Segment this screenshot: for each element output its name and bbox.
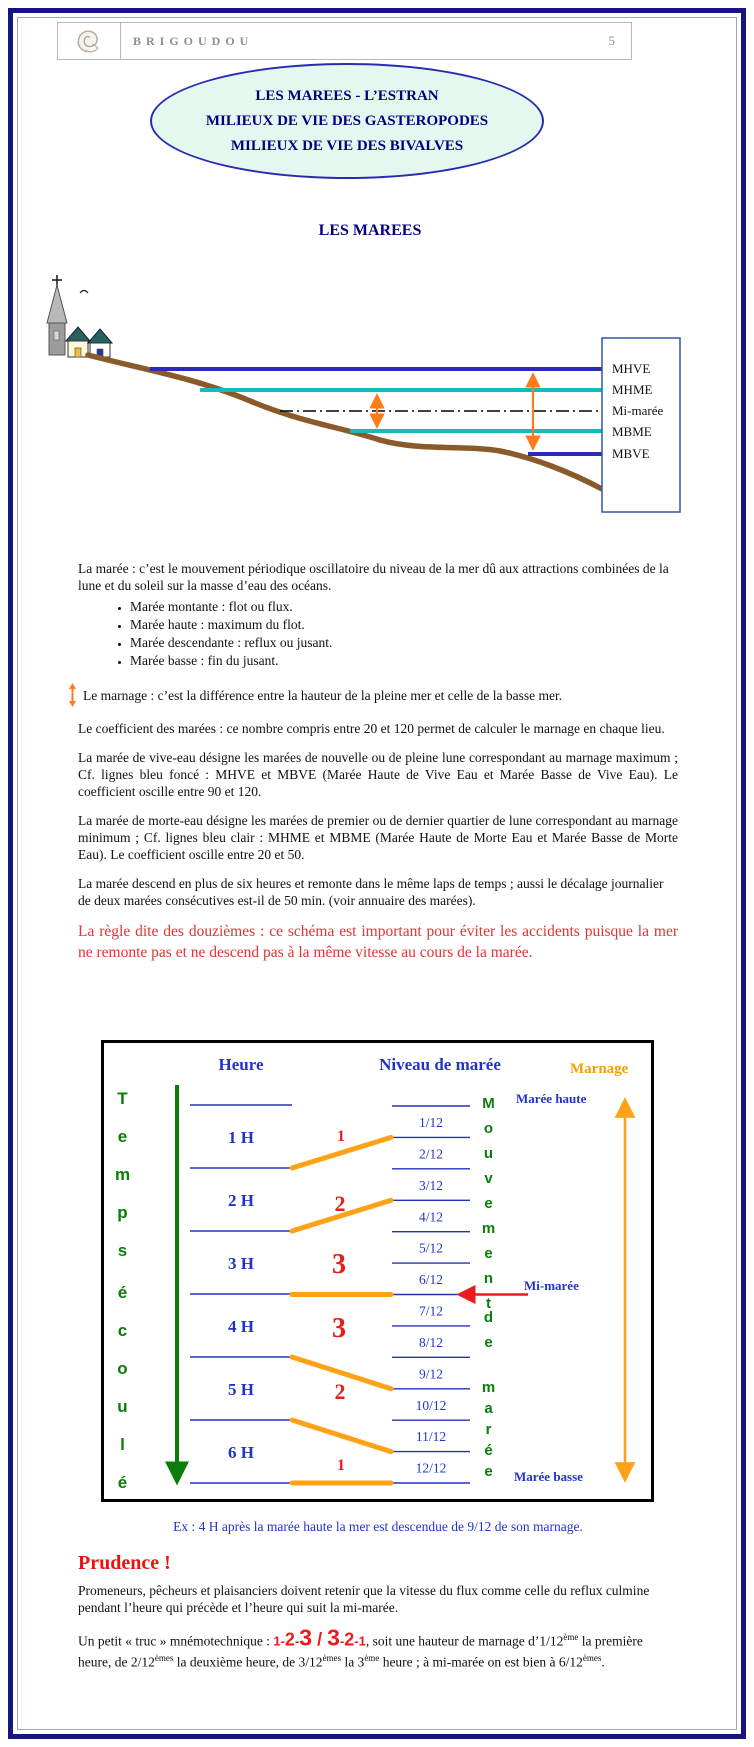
label-mi-maree: Mi-marée — [612, 403, 664, 418]
fraction-label: 2/12 — [418, 1146, 444, 1162]
title-line-1: LES MAREES - L’ESTRAN — [255, 87, 439, 104]
hour-label: 5 H — [228, 1380, 254, 1399]
hour-label: 1 H — [228, 1128, 254, 1147]
hour-lines — [190, 1105, 292, 1483]
axis-word-mouvement: Mouvement — [480, 1095, 497, 1320]
page-number: 5 — [608, 33, 615, 48]
fraction-label: 10/12 — [415, 1397, 447, 1413]
village-church-icon — [47, 275, 112, 357]
title-line-3: MILIEUX DE VIE DES BIVALVES — [230, 137, 464, 154]
paragraph-prudence: Promeneurs, pêcheurs et plaisanciers doivent retenir que la vitesse du flux comme celle du reflux culmine pendant l’heure qui précède et l’heure qui suit la mi-marée. — [78, 1583, 650, 1615]
label-mhme: MHME — [612, 382, 653, 397]
prudence-title: Prudence ! — [78, 1552, 171, 1574]
shell-icon — [74, 26, 104, 56]
shell-logo-cell — [58, 23, 121, 59]
hour-label: 2 H — [228, 1191, 254, 1210]
paragraph-morte-eau: La marée de morte-eau désigne les marées de premier ou de dernier quartier de lune correspondant au marnage minimum ; Cf. lignes bleu clair : MHME et MBME (Marée Haute de Morte Eau et Marée Basse de Morte Eau). Le coefficient oscille entre 20 et 50. — [78, 813, 678, 862]
marnage-text: Le marnage : c’est la différence entre la hauteur de la pleine mer et celle de la basse mer. — [83, 687, 563, 703]
axis-word-ecoule: écoulé — [113, 1283, 132, 1511]
column-header-marnage: Marnage — [570, 1061, 629, 1077]
fraction-label: 6/12 — [418, 1272, 444, 1288]
paragraph-vive-eau: La marée de vive-eau désigne les marées de nouvelle ou de pleine lune correspondant au marnage maximum ; Cf. lignes bleu foncé : MHVE et MBVE (Marée Haute de Vive Eau et Marée Basse de Vive Eau). Le coefficient oscille entre 90 et 120. — [78, 750, 678, 799]
twelfths-svg — [104, 1043, 651, 1499]
body-text — [78, 560, 678, 975]
fraction-label: 3/12 — [418, 1177, 444, 1193]
axis-word-de: de — [480, 1309, 497, 1359]
fraction-label: 1/12 — [418, 1115, 444, 1130]
tide-levels-diagram — [40, 255, 740, 525]
tide-phase-list — [78, 598, 678, 670]
twelfths-diagram — [101, 1040, 654, 1511]
title-oval — [150, 63, 544, 179]
mnemonic-2b: 2 — [344, 1629, 355, 1650]
mnemonic-intro: Un petit « truc » mnémotechnique : — [78, 1633, 274, 1649]
paragraph-regle-douziemes: La règle dite des douzièmes : ce schéma est important pour éviter les accidents puisque la mer ne remonte pas et ne descend pas à la même vitesse au cours de la marée. — [78, 923, 678, 961]
rate-value: 1 — [337, 1128, 345, 1145]
list-item: • Marée haute : maximum du flot. — [130, 616, 678, 634]
list-item: • Marée basse : fin du jusant. — [130, 652, 678, 670]
fraction-label: 8/12 — [418, 1334, 444, 1350]
rate-connectors — [292, 1137, 391, 1483]
fraction-label: 4/12 — [418, 1209, 444, 1225]
axis-word-maree: marée — [480, 1379, 497, 1484]
level-lines — [392, 1106, 470, 1483]
marnage-arrow-icon — [68, 682, 77, 708]
fraction-label: 5/12 — [418, 1240, 444, 1256]
fraction-label: 12/12 — [415, 1460, 447, 1476]
column-header-heure: Heure — [218, 1055, 264, 1074]
mnemonic-3b: 3 — [327, 1624, 340, 1651]
hour-label: 3 H — [228, 1254, 254, 1273]
shore-line — [88, 355, 602, 489]
mnemonic-1: 1 — [273, 1633, 281, 1649]
table-caption: Ex : 4 H après la marée haute la mer est descendue de 9/12 de son marnage. — [173, 1519, 583, 1534]
label-mbme: MBME — [612, 424, 652, 439]
axis-word-temps: Temps — [113, 1089, 132, 1279]
fraction-label: 11/12 — [415, 1429, 447, 1445]
page-header — [57, 22, 632, 60]
label-maree-haute: Marée haute — [516, 1091, 587, 1106]
paragraph-mnemonic: Un petit « truc » mnémotechnique : 1-2-3 / 3-2-1, soit une hauteur de marnage d’1/12ème la première heure, de 2/12èmes la deuxième heure, de 3/12èmes la 3ème heure ; à mi-marée on est bien à 6/12èmes. — [78, 1624, 643, 1669]
list-item: • Marée montante : flot ou flux. — [130, 598, 678, 616]
hour-label: 6 H — [228, 1443, 254, 1462]
column-header-niveau: Niveau de marée — [379, 1055, 501, 1074]
mnemonic-2: 2 — [284, 1629, 295, 1650]
rate-value: 3 — [332, 1249, 346, 1280]
label-mhve: MHVE — [612, 361, 651, 376]
bird-icon — [80, 291, 88, 294]
paragraph-coefficient: Le coefficient des marées : ce nombre compris entre 20 et 120 permet de calculer le marnage en chaque lieu. — [78, 721, 665, 736]
brand-title: BRIGOUDOU — [133, 33, 254, 48]
paragraph-marnage — [78, 682, 678, 708]
fraction-label: 7/12 — [418, 1303, 444, 1319]
title-line-2: MILIEUX DE VIE DES GASTEROPODES — [205, 112, 489, 129]
section-title: LES MAREES — [318, 222, 422, 239]
rate-value: 2 — [334, 1191, 346, 1216]
label-mbve: MBVE — [612, 446, 650, 461]
label-mi-maree: Mi-marée — [524, 1278, 579, 1293]
hour-label: 4 H — [228, 1317, 254, 1336]
paragraph-decalage: La marée descend en plus de six heures et remonte dans le même laps de temps ; aussi le décalage journalier de deux marées consécutives est-il de 50 min. (voir annuaire des marées). — [78, 876, 664, 908]
rate-value: 1 — [337, 1457, 345, 1474]
mnemonic-1b: 1 — [358, 1633, 366, 1649]
fraction-label: 9/12 — [418, 1366, 444, 1382]
footer-text — [78, 1518, 678, 1683]
mnemonic-3: 3 — [299, 1624, 313, 1651]
paragraph-maree: La marée : c’est le mouvement périodique oscillatoire du niveau de la mer dû aux attractions combinées de la lune et du soleil sur la masse d’eau des océans. — [78, 561, 669, 593]
list-item: • Marée descendante : reflux ou jusant. — [130, 634, 678, 652]
rate-value: 3 — [332, 1313, 346, 1344]
rate-value: 2 — [334, 1379, 346, 1404]
label-maree-basse: Marée basse — [514, 1469, 583, 1484]
